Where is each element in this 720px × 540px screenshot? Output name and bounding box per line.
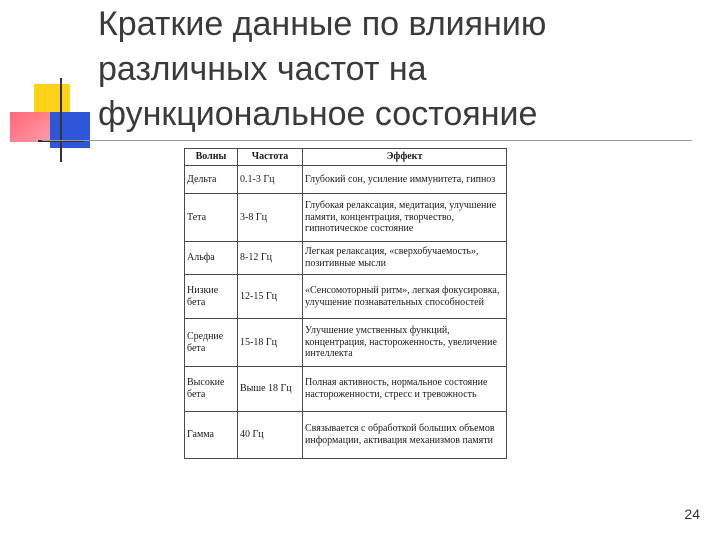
wave-cell: Высокие бета: [185, 367, 238, 412]
table-row: [185, 242, 507, 275]
effect-cell: «Сенсомоторный ритм», легкая фокусировка, улучшение познавательных способностей: [303, 275, 507, 319]
effect-cell: Полная активность, нормальное состояние настороженности, стресс и тревожность: [303, 367, 507, 412]
frequency-cell: 0.1-3 Гц: [238, 166, 303, 194]
table-row: [185, 166, 507, 194]
table-header-row: [185, 149, 507, 166]
decor-blue-square: [50, 112, 90, 148]
frequency-cell: 40 Гц: [238, 412, 303, 459]
header-effect: Эффект: [303, 149, 507, 166]
frequency-cell: Выше 18 Гц: [238, 367, 303, 412]
table-row: [185, 194, 507, 242]
page-number: 24: [684, 506, 700, 522]
effect-cell: Улучшение умственных функций, концентрация, настороженность, увеличение интеллекта: [303, 319, 507, 367]
wave-cell: Альфа: [185, 242, 238, 275]
table-row: [185, 319, 507, 367]
slide-title: [98, 2, 698, 137]
wave-cell: Средние бета: [185, 319, 238, 367]
table-row: [185, 367, 507, 412]
table-row: [185, 412, 507, 459]
title-line: различных частот на: [98, 50, 427, 88]
frequency-cell: 3-8 Гц: [238, 194, 303, 242]
frequency-cell: 15-18 Гц: [238, 319, 303, 367]
wave-cell: Тета: [185, 194, 238, 242]
header-waves: Волны: [185, 149, 238, 166]
frequency-effects-table: [184, 148, 507, 459]
effect-cell: Легкая релаксация, «сверхобучаемость», позитивные мысли: [303, 242, 507, 275]
decor-vertical-line: [60, 78, 62, 162]
wave-cell: Низкие бета: [185, 275, 238, 319]
wave-cell: Гамма: [185, 412, 238, 459]
effect-cell: Связывается с обработкой больших объемов информации, активация механизмов памяти: [303, 412, 507, 459]
effect-cell: Глубокая релаксация, медитация, улучшение памяти, концентрация, творчество, гипнотическое состояние: [303, 194, 507, 242]
frequency-cell: 8-12 Гц: [238, 242, 303, 275]
wave-cell: Дельта: [185, 166, 238, 194]
table-row: [185, 275, 507, 319]
frequency-cell: 12-15 Гц: [238, 275, 303, 319]
effect-cell: Глубокий сон, усиление иммунитета, гипноз: [303, 166, 507, 194]
title-line: Краткие данные по влиянию: [98, 5, 547, 43]
header-frequency: Частота: [238, 149, 303, 166]
title-line: функциональное состояние: [98, 95, 538, 133]
title-underline: [42, 140, 692, 141]
